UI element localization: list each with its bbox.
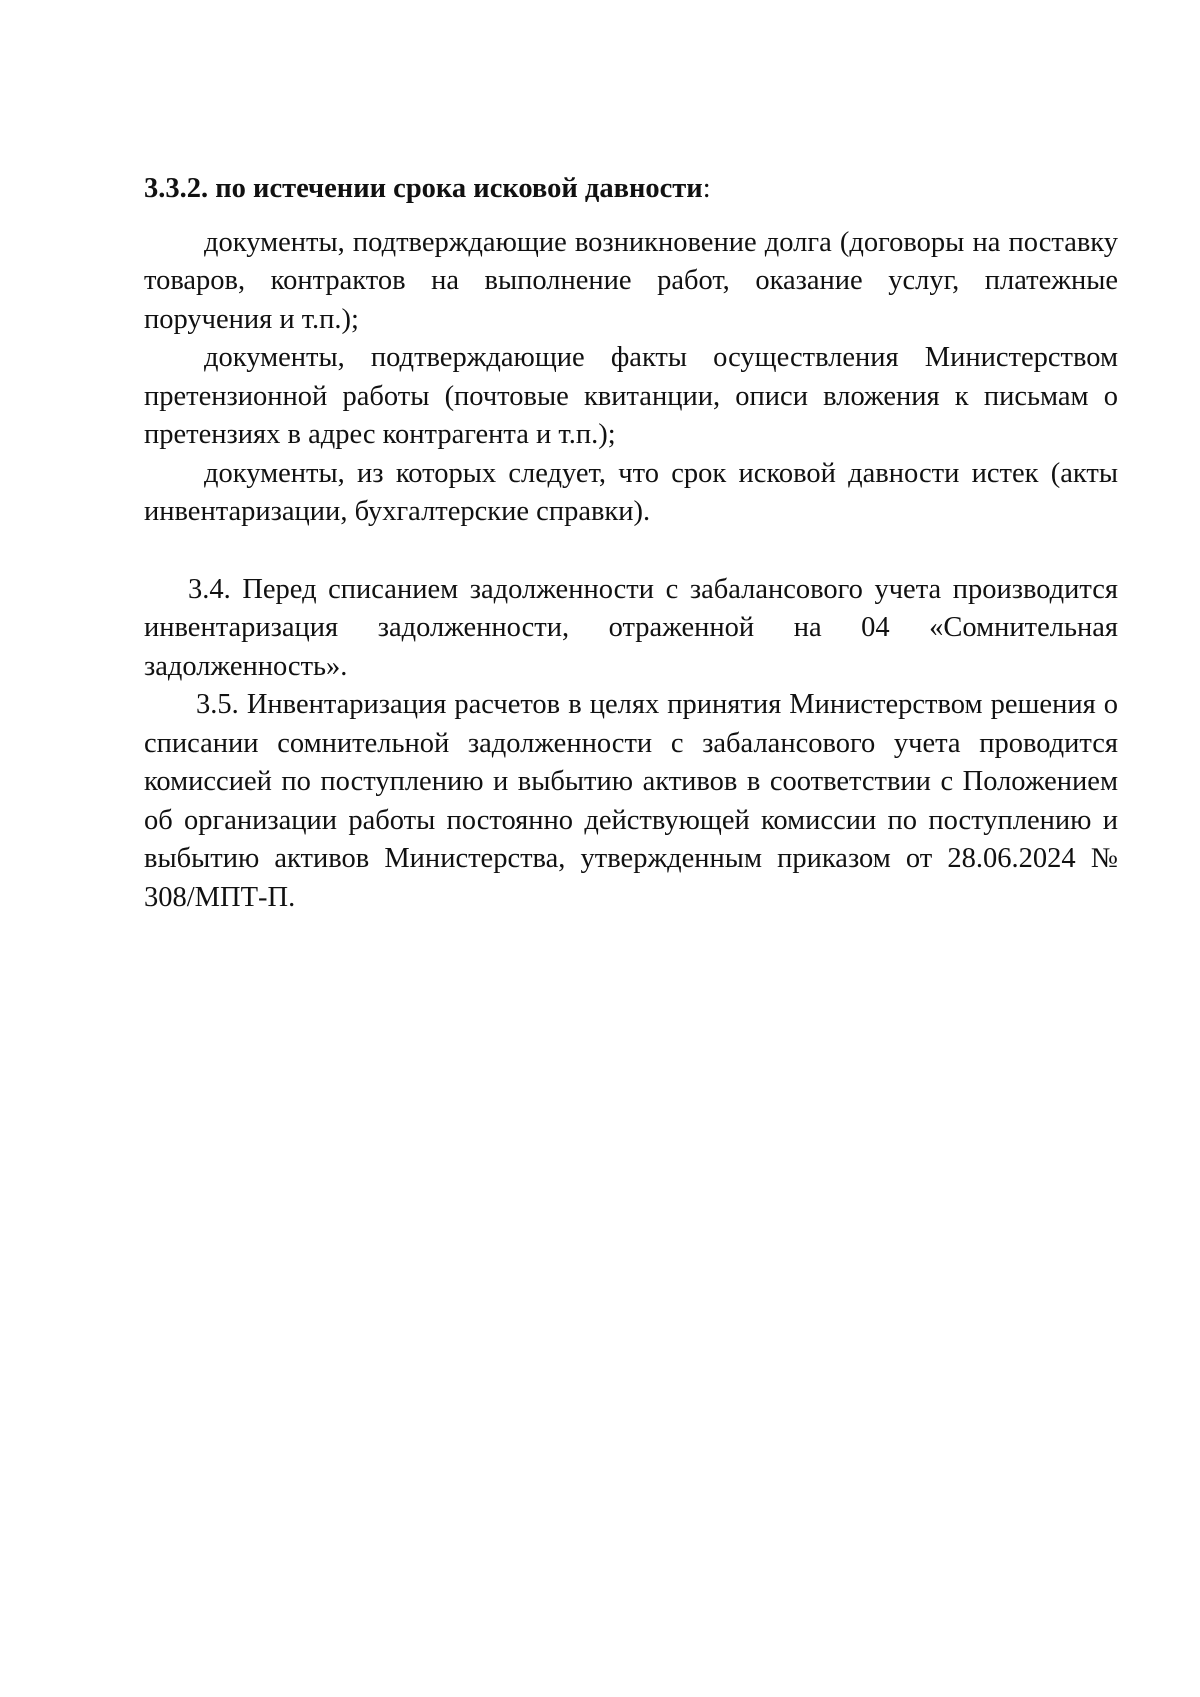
paragraph-spacer [144,532,1118,571]
document-body [144,170,1118,917]
paragraph-section-3-4: 3.4. Перед списанием задолженности с забалансового учета производится инвентаризация задолженности, отраженной на 04 «Сомнительная задолженность». [144,573,1118,682]
section-3-3-2-heading-bold: 3.3.2. по истечении срока исковой давности [144,173,703,204]
paragraph-claim-work-documents: документы, подтверждающие факты осуществления Министерством претензионной работы (почтовые квитанции, описи вложения к письмам о претензиях в адрес контрагента и т.п.); [144,342,1118,450]
paragraph-limitation-expired-documents: документы, из которых следует, что срок исковой давности истек (акты инвентаризации, бухгалтерские справки). [144,457,1118,527]
section-3-3-2-heading-colon: : [702,173,711,204]
section-3-3-2-heading [144,170,1118,209]
paragraph-debt-origin-documents: документы, подтверждающие возникновение долга (договоры на поставку товаров, контрактов на выполнение работ, оказание услуг, платежные поручения и т.п.); [144,226,1118,335]
paragraph-section-3-5: 3.5. Инвентаризация расчетов в целях принятия Министерством решения о списании сомнительной задолженности с забалансового учета проводится комиссией по поступлению и выбытию активов в соответствии с Положением об организации работы постоянно действующей комиссии по поступлению и выбытию активов Министерства, утвержденным приказом от 28.06.2024 № 308/МПТ-П. [144,689,1118,913]
